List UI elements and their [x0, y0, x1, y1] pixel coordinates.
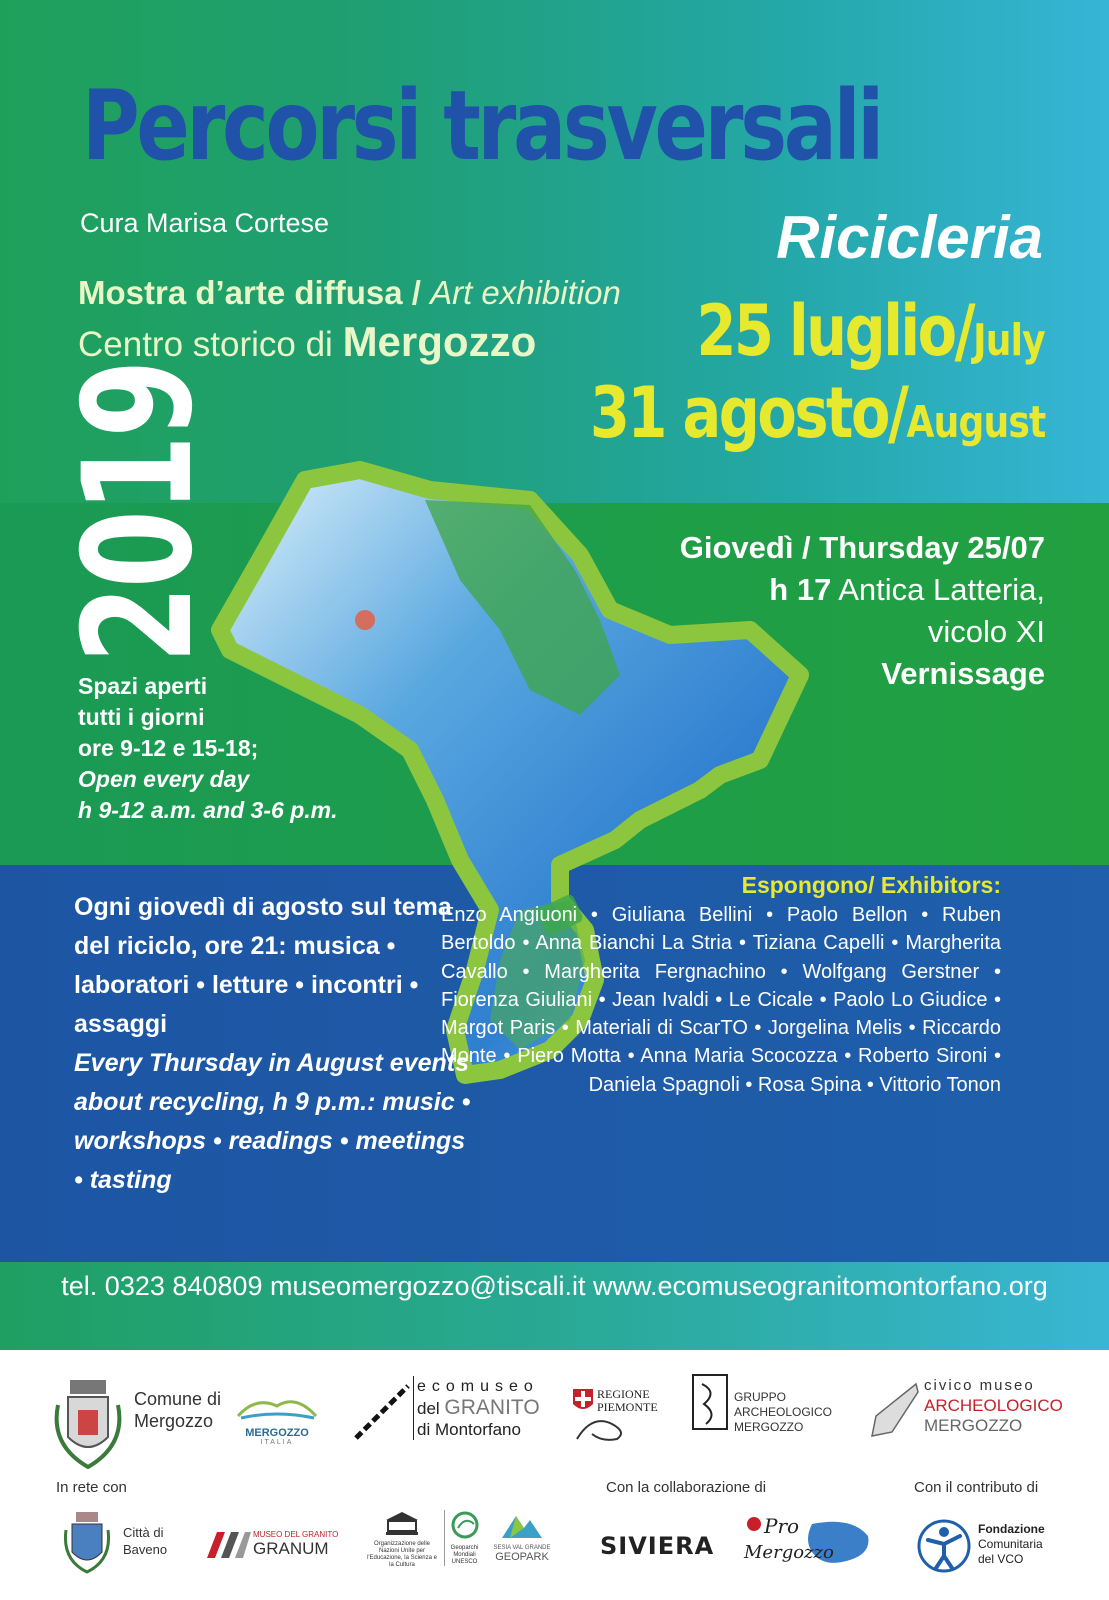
baveno-line-1: Città di: [123, 1525, 164, 1540]
ecomuseo-granito: GRANITO: [444, 1396, 540, 1419]
end-date: [590, 372, 1045, 454]
geoparchi-text: Geoparchi Mondiali UNESCO: [450, 1545, 479, 1565]
pro-mergozzo-text: Mergozzo: [744, 1542, 834, 1563]
vernissage-info: [625, 527, 1045, 695]
fondazione-line-3: del VCO: [978, 1552, 1024, 1566]
exhibition-type-en: Art exhibition: [430, 274, 621, 311]
comune-crest-icon: [48, 1375, 128, 1475]
geoparchi-logo: [444, 1510, 484, 1566]
mountain-icon: [500, 1510, 544, 1540]
ecomuseo-line-1: ecomuseo: [417, 1378, 539, 1395]
hours-line-4: Open every day: [78, 766, 250, 792]
gruppo-archeologico-logo: [734, 1390, 832, 1435]
mergozzo-logo-sub: ITALIA: [260, 1439, 294, 1446]
unesco-text: Organizzazione delle Nazioni Unite per l'Educazione, la Scienza e la Cultura: [367, 1541, 437, 1568]
gruppo-archeologico-icon: [690, 1372, 730, 1432]
in-rete-label: In rete con: [56, 1479, 127, 1496]
end-date-en: August: [906, 397, 1045, 448]
hours-line-1: Spazi aperti: [78, 673, 208, 699]
sesia-geopark-logo: [492, 1510, 552, 1563]
fondazione-line-2: Comunitaria: [978, 1537, 1043, 1551]
start-date: [697, 290, 1045, 372]
start-date-en: July: [973, 315, 1045, 366]
curator: Cura Marisa Cortese: [80, 208, 330, 238]
exhibition-location: [78, 318, 536, 366]
vernissage-date: Giovedì / Thursday 25/07: [679, 530, 1045, 565]
pro-mergozzo-logo: [742, 1512, 874, 1572]
granum-top: MUSEO DEL GRANITO: [253, 1530, 339, 1539]
baveno-crest-icon: [62, 1510, 112, 1576]
gruppo-line-3: MERGOZZO: [734, 1420, 804, 1434]
mergozzo-italia-logo: [236, 1392, 318, 1446]
vernissage-street: vicolo XI: [927, 614, 1045, 649]
exhibitors-list: Enzo Angiuoni • Giuliana Bellini • Paolo Bellon • Ruben Bertoldo • Anna Bianchi La Stria • Tiziana Capelli • Margherita Cavallo • Margherita Fergnachino • Wolfgang Gerstner • Fiorenza Giuliani • Jean Ivaldi • Le Cicale • Paolo Lo Giudice • Margot Paris • Materiali di ScarTO • Jorgelina Melis • Riccardo Monte • Piero Motta • Anna Maria Scocozza • Roberto Sironi • Daniela Spagnoli • Rosa Spina • Vittorio Tonon: [441, 904, 1001, 1096]
arrowhead-icon: [866, 1380, 922, 1440]
hours-line-5: h 9-12 a.m. and 3-6 p.m.: [78, 797, 338, 823]
comune-line-1: Comune di: [134, 1389, 222, 1409]
geopark-line-2: GEOPARK: [495, 1551, 549, 1563]
events-it: Ogni giovedì di agosto sul tema del riciclo, ore 21: musica • laboratori • letture • incontri • assaggi: [74, 893, 452, 1038]
location-place: Mergozzo: [342, 318, 537, 365]
civico-line-3: MERGOZZO: [924, 1416, 1023, 1435]
regione-piemonte-logo: [572, 1388, 662, 1449]
exhibitors: [441, 872, 1001, 1099]
ecomuseo-stripe-icon: [352, 1382, 412, 1442]
civico-museo-logo: [924, 1376, 1063, 1436]
siviera-logo: SIVIERA: [600, 1532, 715, 1560]
mergozzo-landscape-icon: [236, 1392, 318, 1422]
gruppo-line-1: GRUPPO: [734, 1390, 787, 1404]
geopark-line-1: SESIA VAL GRANDE: [493, 1545, 551, 1551]
events-info: [74, 888, 474, 1200]
opening-hours: [78, 671, 337, 826]
exhibitors-heading: Espongono/ Exhibitors:: [741, 872, 1001, 898]
exhibition-type-it: Mostra d’arte diffusa /: [78, 274, 431, 311]
ecomuseo-line-3: di Montorfano: [417, 1420, 521, 1439]
pro-text: Pro: [764, 1514, 800, 1538]
events-en: Every Thursday in August events about recycling, h 9 p.m.: music • workshops • readings • meetings • tasting: [74, 1049, 471, 1194]
fondazione-line-1: Fondazione: [978, 1522, 1045, 1536]
unesco-logo: [364, 1510, 440, 1569]
location-prefix: Centro storico di: [78, 325, 343, 364]
regione-line-2: PIEMONTE: [597, 1400, 658, 1414]
baveno-line-2: Baveno: [123, 1542, 168, 1557]
civico-line-2: ARCHEOLOGICO: [924, 1396, 1063, 1415]
mergozzo-logo-word: MERGOZZO: [245, 1427, 309, 1439]
poster-title: Percorsi trasversali: [82, 70, 882, 182]
geopark-globe-icon: [450, 1510, 480, 1540]
granum-logo: [253, 1530, 338, 1559]
ecomuseo-logo: [413, 1376, 540, 1440]
ecomuseo-line-2: [417, 1397, 540, 1419]
granum-word: GRANUM: [253, 1539, 329, 1558]
regione-line-1: REGIONE: [597, 1387, 650, 1401]
vernissage-label: Vernissage: [881, 656, 1045, 691]
comune-logo-text: [134, 1388, 221, 1432]
baveno-logo: [123, 1524, 167, 1558]
granum-stripes-icon: [205, 1530, 251, 1560]
fondazione-person-icon: [916, 1518, 972, 1574]
start-date-it: 25 luglio/: [696, 290, 974, 372]
contributo-label: Con il contributo di: [914, 1479, 1039, 1496]
ecomuseo-del: del: [417, 1399, 445, 1418]
hand-swirl-icon: [572, 1414, 632, 1444]
gruppo-line-2: ARCHEOLOGICO: [734, 1405, 833, 1419]
hours-line-2: tutti i giorni: [78, 704, 205, 730]
poster-subtitle: Ricicleria: [776, 204, 1043, 271]
collaborazione-label: Con la collaborazione di: [606, 1479, 767, 1496]
end-date-it: 31 agosto/: [589, 372, 907, 454]
piemonte-shield-icon: [572, 1388, 594, 1414]
civico-line-1: civico museo: [924, 1377, 1035, 1394]
fondazione-logo: [978, 1522, 1045, 1567]
exhibition-type: [78, 274, 621, 312]
vernissage-place: Antica Latteria,: [831, 572, 1045, 607]
vernissage-time-place: [625, 569, 1045, 611]
hours-line-3: ore 9-12 e 15-18;: [78, 735, 259, 761]
contact-info: tel. 0323 840809 museomergozzo@tiscali.it www.ecomuseogranitomontorfano.org: [61, 1271, 1048, 1301]
year: 2019: [52, 362, 226, 664]
unesco-temple-icon: [382, 1510, 422, 1536]
vernissage-time: h 17: [769, 572, 832, 607]
comune-line-2: Mergozzo: [134, 1411, 214, 1431]
